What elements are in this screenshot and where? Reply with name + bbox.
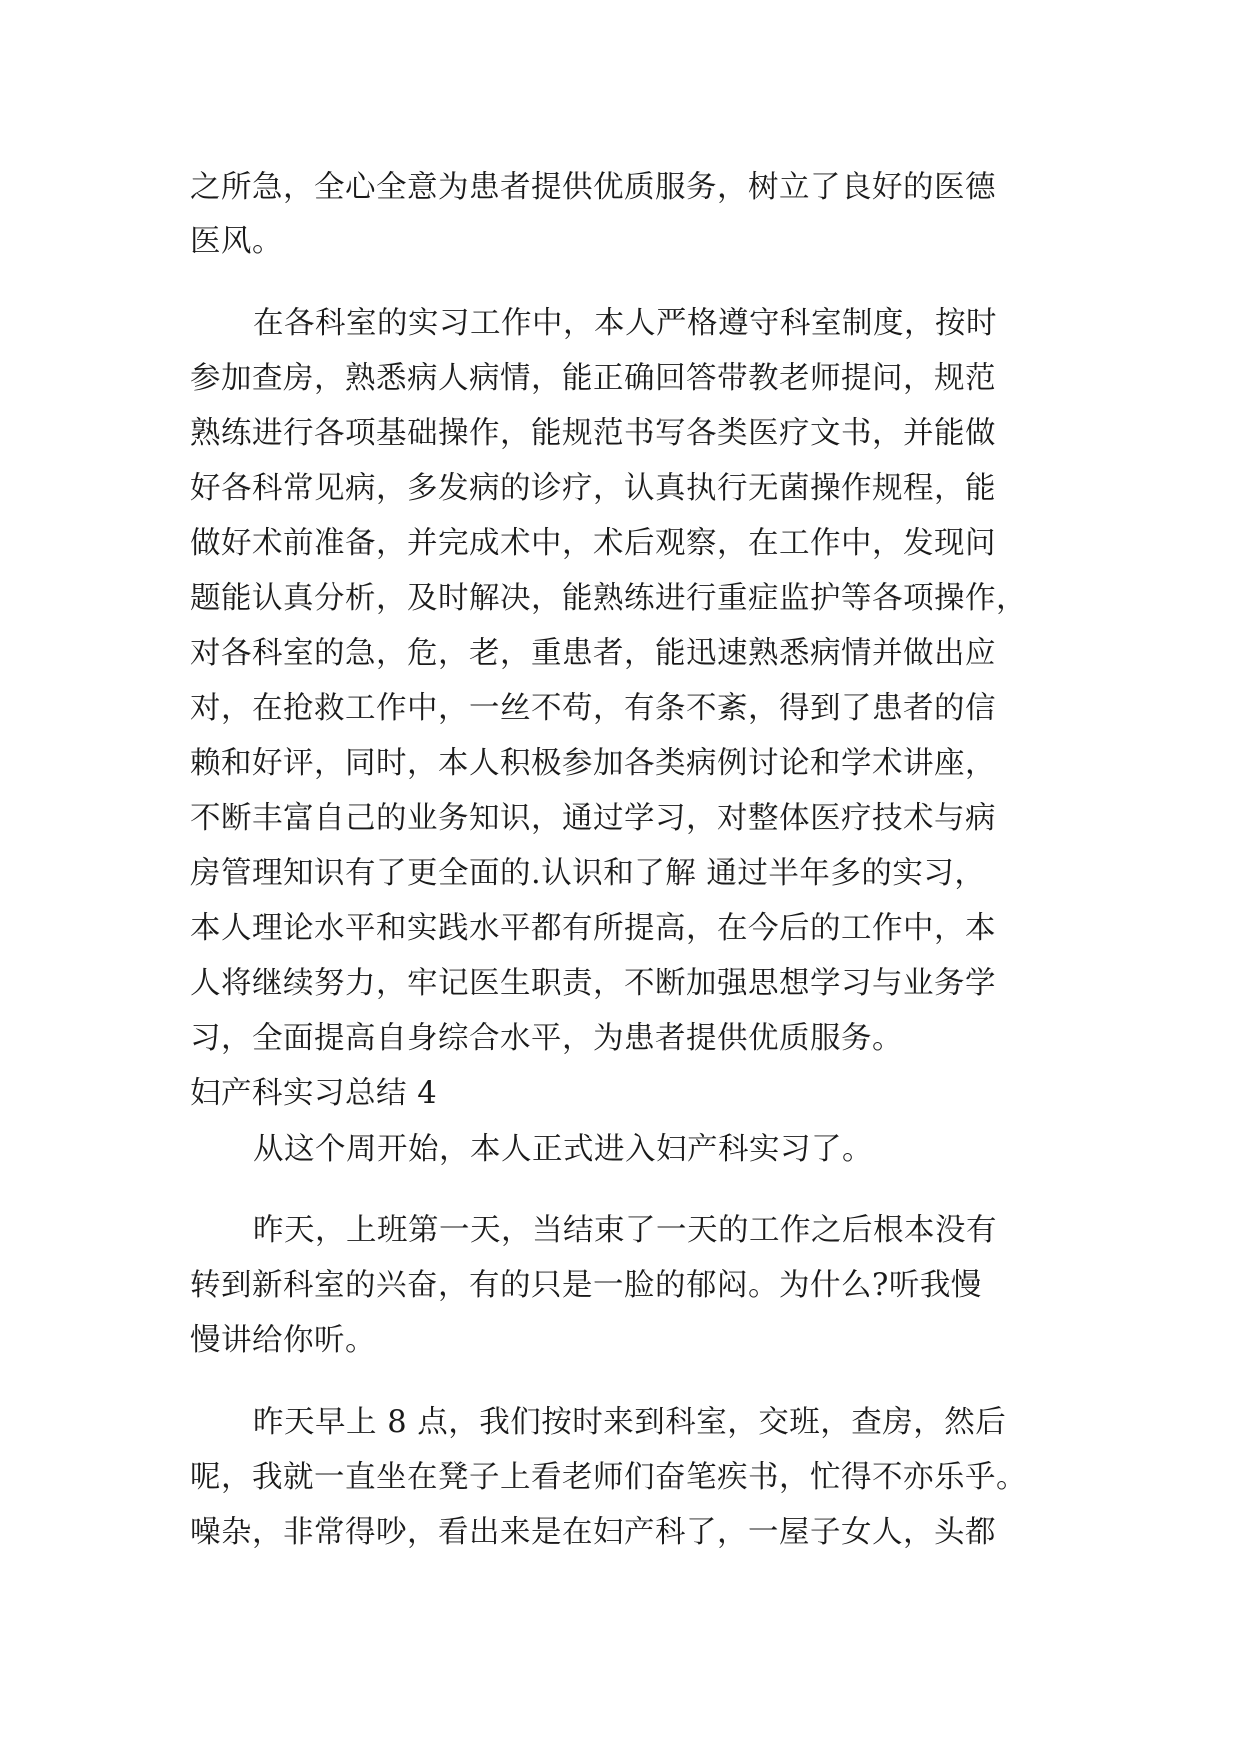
- text-line: 本人理论水平和实践水平都有所提高，在今后的工作中，本: [190, 911, 996, 946]
- text-line: 习，全面提高自身综合水平，为患者提供优质服务。: [190, 1021, 903, 1056]
- section-heading: 妇产科实习总结 4: [190, 1076, 438, 1111]
- text-line: 房管理知识有了更全面的.认识和了解 通过半年多的实习，: [190, 856, 986, 891]
- text-line: 对，在抢救工作中，一丝不苟，有条不紊，得到了患者的信: [190, 691, 996, 726]
- text-line: 在各科室的实习工作中，本人严格遵守科室制度，按时: [253, 306, 997, 341]
- text-line: 熟练进行各项基础操作，能规范书写各类医疗文书，并能做: [190, 416, 996, 451]
- text-line: 噪杂，非常得吵，看出来是在妇产科了，一屋子女人，头都: [190, 1515, 996, 1550]
- text-line: 不断丰富自己的业务知识，通过学习，对整体医疗技术与病: [190, 801, 996, 836]
- text-line: 呢，我就一直坐在凳子上看老师们奋笔疾书，忙得不亦乐乎。: [190, 1460, 1027, 1495]
- text-line: 赖和好评，同时，本人积极参加各类病例讨论和学术讲座，: [190, 746, 996, 781]
- text-line: 做好术前准备，并完成术中，术后观察，在工作中，发现问: [190, 526, 996, 561]
- text-line: 昨天，上班第一天，当结束了一天的工作之后根本没有: [253, 1213, 997, 1248]
- text-line: 之所急，全心全意为患者提供优质服务，树立了良好的医德: [190, 170, 996, 205]
- text-line: 医风。: [190, 224, 283, 259]
- text-line: 好各科常见病，多发病的诊疗，认真执行无菌操作规程，能: [190, 471, 996, 506]
- text-line: 对各科室的急，危，老，重患者，能迅速熟悉病情并做出应: [190, 636, 996, 671]
- text-line: 昨天早上 8 点，我们按时来到科室，交班，查房，然后: [253, 1405, 1007, 1440]
- text-line: 题能认真分析，及时解决，能熟练进行重症监护等各项操作，: [190, 581, 1027, 616]
- text-line: 参加查房，熟悉病人病情，能正确回答带教老师提问，规范: [190, 361, 996, 396]
- text-line: 转到新科室的兴奋，有的只是一脸的郁闷。为什么?听我慢: [190, 1268, 982, 1303]
- text-line: 人将继续努力，牢记医生职责，不断加强思想学习与业务学: [190, 966, 996, 1001]
- text-line: 从这个周开始，本人正式进入妇产科实习了。: [253, 1132, 873, 1167]
- text-line: 慢讲给你听。: [190, 1323, 376, 1358]
